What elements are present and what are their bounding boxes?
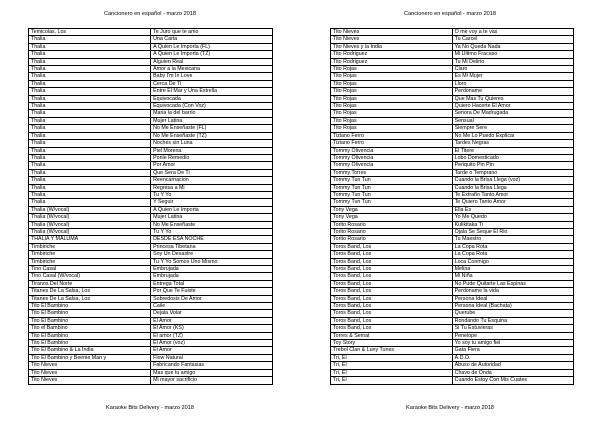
artist-cell: Thalia (W/vocal) xyxy=(29,228,151,235)
artist-cell: Toros Band, Los xyxy=(331,273,453,280)
song-title-cell: Equivocada xyxy=(151,95,273,102)
song-title-cell: Tarde o Temprano xyxy=(452,169,573,176)
table-row xyxy=(29,310,273,317)
table-row xyxy=(29,117,273,124)
artist-cell: Temicolas, Los xyxy=(29,29,151,36)
table-row xyxy=(29,88,273,95)
table-row xyxy=(29,206,273,213)
artist-cell: Tito Rodriguez xyxy=(331,58,453,65)
table-row xyxy=(331,147,574,154)
song-title-cell: Y Seguir xyxy=(151,199,273,206)
song-title-cell: Te Quiero Tanto Amor xyxy=(452,199,573,206)
table-row xyxy=(29,258,273,265)
table-row xyxy=(29,177,273,184)
table-row xyxy=(29,147,273,154)
artist-cell: Tito El Bambino xyxy=(29,332,151,339)
artist-cell: Tino Casal (W/vocal) xyxy=(29,273,151,280)
song-title-cell: Rondando Tu Esquina xyxy=(452,317,573,324)
song-title-cell: Noches sin Luna xyxy=(151,140,273,147)
table-row xyxy=(331,162,574,169)
artist-cell: Tito El Bambino y Beenie Man y xyxy=(29,354,151,361)
artist-cell: Titanes De La Salsa, Los xyxy=(29,288,151,295)
song-title-cell: Ojala Se Seque El Rio xyxy=(452,228,573,235)
table-row xyxy=(331,340,574,347)
artist-cell: Thalia xyxy=(29,125,151,132)
table-row xyxy=(331,51,574,58)
artist-cell: Timbiriche xyxy=(29,258,151,265)
artist-cell: Trebol Clan & Luny Tunes xyxy=(331,347,453,354)
song-title-cell: Perdoname xyxy=(452,88,573,95)
song-title-cell: Si Tu Estuvieras xyxy=(452,325,573,332)
table-row xyxy=(29,132,273,139)
artist-cell: Tommy Olivencia xyxy=(331,162,453,169)
song-title-cell: A.D.O. xyxy=(452,354,573,361)
artist-cell: Tito Rojas xyxy=(331,73,453,80)
table-row xyxy=(331,36,574,43)
song-title-cell: Perdoname la vida xyxy=(452,288,573,295)
song-title-cell: El Amor xyxy=(151,317,273,324)
table-row xyxy=(29,29,273,36)
table-row xyxy=(331,184,574,191)
song-title-cell: A Quien Le Importa (FL) xyxy=(151,43,273,50)
song-title-cell: Dejala Volar xyxy=(151,310,273,317)
song-title-cell: Lobo Domesticado xyxy=(452,154,573,161)
table-row xyxy=(331,354,574,361)
artist-cell: Tony Vega xyxy=(331,214,453,221)
song-title-cell: Chavo de Onda xyxy=(452,369,573,376)
table-row xyxy=(331,80,574,87)
table-row xyxy=(331,377,574,384)
artist-cell: Thalia xyxy=(29,66,151,73)
artist-cell: Tito el Bambino xyxy=(29,325,151,332)
artist-cell: Toros Band, Los xyxy=(331,325,453,332)
song-title-cell: Cuando la Brisa Llega (voz) xyxy=(452,177,573,184)
song-title-cell: Kulikitaka Ti xyxy=(452,221,573,228)
song-title-cell: Persona Ideal xyxy=(452,295,573,302)
table-row xyxy=(29,73,273,80)
table-row xyxy=(331,228,574,235)
table-row xyxy=(29,103,273,110)
table-row xyxy=(331,236,574,243)
table-row xyxy=(331,266,574,273)
table-row xyxy=(29,140,273,147)
artist-cell: Toros Band, Los xyxy=(331,266,453,273)
song-title-cell: Ella Es xyxy=(452,206,573,213)
artist-cell: Thalia xyxy=(29,58,151,65)
song-title-cell: Alguien Real xyxy=(151,58,273,65)
artist-cell: Tito Nieves xyxy=(331,29,453,36)
song-title-cell: No Me Enseñaste (TZ) xyxy=(151,132,273,139)
song-title-cell: Gata Fiera xyxy=(452,347,573,354)
table-row xyxy=(331,140,574,147)
song-title-cell: No Me Enseñaste (FL) xyxy=(151,125,273,132)
artist-cell: Tito El Bambino xyxy=(29,310,151,317)
song-title-cell: Claro xyxy=(452,66,573,73)
table-row xyxy=(29,266,273,273)
song-title-cell: Mi Ultimo Fracaso xyxy=(452,51,573,58)
table-row xyxy=(331,347,574,354)
table-row xyxy=(331,117,574,124)
artist-cell: Tiranos Del Norte xyxy=(29,280,151,287)
table-row xyxy=(29,347,273,354)
artist-cell: Tommy Tun Tun xyxy=(331,191,453,198)
song-title-cell: Mas que tu amigo xyxy=(151,369,273,376)
table-row xyxy=(29,243,273,250)
table-row xyxy=(331,362,574,369)
artist-cell: Tito El Bambino xyxy=(29,303,151,310)
artist-cell: Torito Rosario xyxy=(331,228,453,235)
song-title-cell: Flow Natural xyxy=(151,354,273,361)
song-title-cell: Tu Y Yo xyxy=(151,191,273,198)
table-row xyxy=(331,66,574,73)
artist-cell: Tito El Bambino xyxy=(29,317,151,324)
song-title-cell: Cerca De Ti xyxy=(151,80,273,87)
table-row xyxy=(29,36,273,43)
table-row xyxy=(29,251,273,258)
table-row xyxy=(29,228,273,235)
artist-cell: Thalia (W/vocal) xyxy=(29,214,151,221)
artist-cell: Thalia xyxy=(29,177,151,184)
song-title-cell: Embrujada xyxy=(151,266,273,273)
artist-cell: Thalia xyxy=(29,147,151,154)
table-row xyxy=(29,273,273,280)
table-row xyxy=(331,369,574,376)
table-row xyxy=(331,303,574,310)
song-title-cell: Baby I'm In Love xyxy=(151,73,273,80)
artist-cell: Tito Nieves xyxy=(29,362,151,369)
artist-cell: Thalia xyxy=(29,154,151,161)
table-row xyxy=(331,191,574,198)
artist-cell: Tito Nieves xyxy=(331,36,453,43)
table-row xyxy=(331,43,574,50)
song-title-cell: Que Sera De Ti xyxy=(151,169,273,176)
song-title-cell: Por Que Te Fuiste xyxy=(151,288,273,295)
song-title-cell: Yo Me Quedo xyxy=(452,214,573,221)
artist-cell: Thalia xyxy=(29,95,151,102)
song-title-cell: Princesa Tibetana xyxy=(151,243,273,250)
table-row xyxy=(331,132,574,139)
page-footer: Karaoke Bits Delivery - marzo 2018 xyxy=(406,405,494,411)
song-title-cell: Senora De Madrugada xyxy=(452,110,573,117)
song-title-cell: Quiero Hacerte El Amor xyxy=(452,103,573,110)
artist-cell: Tito Rojas xyxy=(331,103,453,110)
song-title-cell: Caile xyxy=(151,303,273,310)
artist-cell: Tommy Torres xyxy=(331,169,453,176)
artist-cell: Torito Rosario xyxy=(331,236,453,243)
song-title-cell: No Me Lo Puedo Explicar xyxy=(452,132,573,139)
song-title-cell: El Amor xyxy=(151,347,273,354)
artist-cell: Thalia xyxy=(29,132,151,139)
table-row xyxy=(29,58,273,65)
song-title-cell: Siempre Sere xyxy=(452,125,573,132)
song-title-cell: Sobredosis De Amor xyxy=(151,295,273,302)
artist-cell: Thalia xyxy=(29,73,151,80)
table-row xyxy=(331,295,574,302)
artist-cell: Tri, El xyxy=(331,362,453,369)
artist-cell: Tony Vega xyxy=(331,206,453,213)
table-row xyxy=(29,184,273,191)
song-title-cell: Ya No Queda Nada xyxy=(452,43,573,50)
artist-cell: Tito El Bambino & La India xyxy=(29,347,151,354)
artist-cell: Tito Nieves xyxy=(29,377,151,384)
song-title-cell: El Titere xyxy=(452,147,573,154)
table-row xyxy=(331,154,574,161)
table-row xyxy=(29,340,273,347)
song-title-cell: Yo soy tu amigo fiel xyxy=(452,340,573,347)
song-table xyxy=(28,28,273,385)
artist-cell: Tito Rojas xyxy=(331,125,453,132)
song-title-cell: Tu Maestro xyxy=(452,236,573,243)
song-title-cell: La Copa Rota xyxy=(452,251,573,258)
table-row xyxy=(331,288,574,295)
table-row xyxy=(29,43,273,50)
table-row xyxy=(29,199,273,206)
table-row xyxy=(29,66,273,73)
song-title-cell: Periquito Pin Pin xyxy=(452,162,573,169)
artist-cell: Thalia xyxy=(29,88,151,95)
artist-cell: Tommy Tun Tun xyxy=(331,177,453,184)
artist-cell: Tito Rojas xyxy=(331,88,453,95)
table-row xyxy=(331,125,574,132)
table-row xyxy=(29,303,273,310)
table-row xyxy=(331,258,574,265)
table-row xyxy=(331,169,574,176)
song-title-cell: Soy Un Desastre xyxy=(151,251,273,258)
artist-cell: Tito Rodriguez xyxy=(331,51,453,58)
artist-cell: Tito Nieves y la India xyxy=(331,43,453,50)
table-row xyxy=(29,154,273,161)
table-row xyxy=(29,332,273,339)
artist-cell: Tito Rojas xyxy=(331,110,453,117)
song-title-cell: Tu Y Yo xyxy=(151,228,273,235)
artist-cell: Toros Band, Los xyxy=(331,310,453,317)
song-title-cell: No Pude Quitarte Las Espinas xyxy=(452,280,573,287)
table-row xyxy=(29,191,273,198)
table-row xyxy=(331,243,574,250)
page-header: Cancionero en español - marzo 2018 xyxy=(403,11,497,17)
table-row xyxy=(29,377,273,384)
artist-cell: Toros Band, Los xyxy=(331,295,453,302)
table-row xyxy=(29,280,273,287)
table-row xyxy=(29,295,273,302)
song-title-cell: Sensual xyxy=(452,117,573,124)
table-row xyxy=(29,369,273,376)
artist-cell: Tito Rojas xyxy=(331,66,453,73)
song-title-cell: Mujer Latina xyxy=(151,117,273,124)
right-page xyxy=(300,0,600,424)
artist-cell: Thalia xyxy=(29,80,151,87)
table-row xyxy=(331,332,574,339)
artist-cell: Toros Band, Los xyxy=(331,280,453,287)
table-row xyxy=(29,325,273,332)
table-row xyxy=(331,251,574,258)
table-row xyxy=(331,177,574,184)
artist-cell: Toros Band, Los xyxy=(331,317,453,324)
page-header: Cancionero en español - marzo 2018 xyxy=(103,11,197,17)
song-title-cell: Amor a la Mexicana xyxy=(151,66,273,73)
artist-cell: Thalia xyxy=(29,43,151,50)
table-row xyxy=(331,103,574,110)
table-row xyxy=(331,317,574,324)
table-row xyxy=(331,214,574,221)
artist-cell: Toros Band, Los xyxy=(331,243,453,250)
artist-cell: Tommy Tun Tun xyxy=(331,184,453,191)
artist-cell: Timbiriche xyxy=(29,243,151,250)
song-title-cell: Ponle Remedio xyxy=(151,154,273,161)
page-footer: Karaoke Bits Delivery - marzo 2018 xyxy=(106,405,194,411)
artist-cell: Tri, El xyxy=(331,377,453,384)
song-title-cell: Maria la del barrio xyxy=(151,110,273,117)
artist-cell: Thalia xyxy=(29,191,151,198)
artist-cell: Toros Band, Los xyxy=(331,303,453,310)
artist-cell: Thalia xyxy=(29,110,151,117)
song-title-cell: Es Mi Mujer xyxy=(452,73,573,80)
artist-cell: Thalia xyxy=(29,184,151,191)
song-title-cell: Que Mas Tu Quieres xyxy=(452,95,573,102)
table-row xyxy=(331,110,574,117)
song-title-cell: Equivocada (Con Voz) xyxy=(151,103,273,110)
artist-cell: Thalia xyxy=(29,51,151,58)
artist-cell: Titanes De La Salsa, Los xyxy=(29,295,151,302)
song-title-cell: Tu Y Yo Somos Uno Mismo xyxy=(151,258,273,265)
artist-cell: Torres & Semat xyxy=(331,332,453,339)
table-row xyxy=(331,325,574,332)
song-title-cell: Melina xyxy=(452,266,573,273)
artist-cell: Tiziano Ferro xyxy=(331,132,453,139)
table-row xyxy=(331,280,574,287)
song-title-cell: El Amor (voz) xyxy=(151,340,273,347)
artist-cell: Tommy Olivencia xyxy=(331,154,453,161)
song-title-cell: No Me Enseñaste xyxy=(151,221,273,228)
table-row xyxy=(29,354,273,361)
song-title-cell: Lloro xyxy=(452,80,573,87)
table-row xyxy=(29,362,273,369)
artist-cell: Thalia xyxy=(29,117,151,124)
song-title-cell: Por Amor xyxy=(151,162,273,169)
artist-cell: Tiziano Ferro xyxy=(331,140,453,147)
artist-cell: Thalia xyxy=(29,36,151,43)
table-row xyxy=(331,221,574,228)
table-row xyxy=(29,317,273,324)
artist-cell: Toros Band, Los xyxy=(331,288,453,295)
table-row xyxy=(331,29,574,36)
table-row xyxy=(29,221,273,228)
song-title-cell: Te Juro que te amo xyxy=(151,29,273,36)
artist-cell: Thalia (W/vocal) xyxy=(29,221,151,228)
song-title-cell: Regresa a Mi xyxy=(151,184,273,191)
table-row xyxy=(29,110,273,117)
table-row xyxy=(331,310,574,317)
artist-cell: Tri, El xyxy=(331,369,453,376)
table-row xyxy=(29,236,273,243)
song-title-cell: O me voy a te vas xyxy=(452,29,573,36)
table-row xyxy=(331,73,574,80)
table-row xyxy=(29,80,273,87)
song-title-cell: Te Extraño Tanto Amor xyxy=(452,191,573,198)
artist-cell: THALIA Y MALUMA xyxy=(29,236,151,243)
artist-cell: Tito Nieves xyxy=(29,369,151,376)
table-row xyxy=(331,88,574,95)
artist-cell: Tito El Bambino xyxy=(29,340,151,347)
table-row xyxy=(29,214,273,221)
table-row xyxy=(29,288,273,295)
song-title-cell: Tardes Negras xyxy=(452,140,573,147)
artist-cell: Thalia xyxy=(29,162,151,169)
artist-cell: Toy Story xyxy=(331,340,453,347)
table-row xyxy=(29,169,273,176)
artist-cell: Toros Band, Los xyxy=(331,258,453,265)
table-row xyxy=(331,199,574,206)
song-title-cell: Persona Ideal (Bachata) xyxy=(452,303,573,310)
song-title-cell: Tu Mi Delirio xyxy=(452,58,573,65)
table-row xyxy=(331,206,574,213)
artist-cell: Thalia (W/vocal) xyxy=(29,206,151,213)
song-title-cell: El Amor (KS) xyxy=(151,325,273,332)
table-row xyxy=(331,95,574,102)
artist-cell: Tito Rojas xyxy=(331,117,453,124)
song-title-cell: Entrega Total xyxy=(151,280,273,287)
song-title-cell: A Quien Le Importa (TZ) xyxy=(151,51,273,58)
artist-cell: Tommy Olivencia xyxy=(331,147,453,154)
table-row xyxy=(29,95,273,102)
artist-cell: Tri, El xyxy=(331,354,453,361)
artist-cell: Tito Rojas xyxy=(331,80,453,87)
song-title-cell: Mi Niña xyxy=(452,273,573,280)
song-title-cell: Cuando la Brisa Llega xyxy=(452,184,573,191)
artist-cell: Tito Rojas xyxy=(331,95,453,102)
table-row xyxy=(29,162,273,169)
artist-cell: Toros Band, Los xyxy=(331,251,453,258)
song-title-cell: La Copa Rota xyxy=(452,243,573,250)
song-title-cell: Embrujada xyxy=(151,273,273,280)
song-title-cell: Loca Conmigo xyxy=(452,258,573,265)
song-title-cell: Una Carta xyxy=(151,36,273,43)
artist-cell: Torito Rosario xyxy=(331,221,453,228)
artist-cell: Tommy Tun Tun xyxy=(331,199,453,206)
artist-cell: Thalia xyxy=(29,140,151,147)
artist-cell: Timbiriche xyxy=(29,251,151,258)
song-title-cell: Cuando Estoy Con Mis Cuates xyxy=(452,377,573,384)
artist-cell: Tino Casal xyxy=(29,266,151,273)
song-title-cell: El amor (TZ) xyxy=(151,332,273,339)
song-title-cell: Mi mayor sacrificio xyxy=(151,377,273,384)
song-title-cell: Entre El Mar y Una Estrella xyxy=(151,88,273,95)
song-title-cell: Piel Morena xyxy=(151,147,273,154)
song-title-cell: Reencarnacion xyxy=(151,177,273,184)
artist-cell: Thalia xyxy=(29,169,151,176)
table-row xyxy=(29,125,273,132)
table-row xyxy=(29,51,273,58)
song-title-cell: Fabricando Fantasias xyxy=(151,362,273,369)
table-row xyxy=(331,273,574,280)
artist-cell: Thalia xyxy=(29,103,151,110)
song-title-cell: Abuso de Autoridad xyxy=(452,362,573,369)
song-title-cell: DESDE ESA NOCHE xyxy=(151,236,273,243)
song-title-cell: Tu Carcel xyxy=(452,36,573,43)
song-title-cell: Penelope xyxy=(452,332,573,339)
table-row xyxy=(331,58,574,65)
song-title-cell: Mujer Latina xyxy=(151,214,273,221)
artist-cell: Thalia xyxy=(29,199,151,206)
song-title-cell: A Quien Le Importa xyxy=(151,206,273,213)
song-table xyxy=(330,28,574,385)
song-title-cell: Querube xyxy=(452,310,573,317)
